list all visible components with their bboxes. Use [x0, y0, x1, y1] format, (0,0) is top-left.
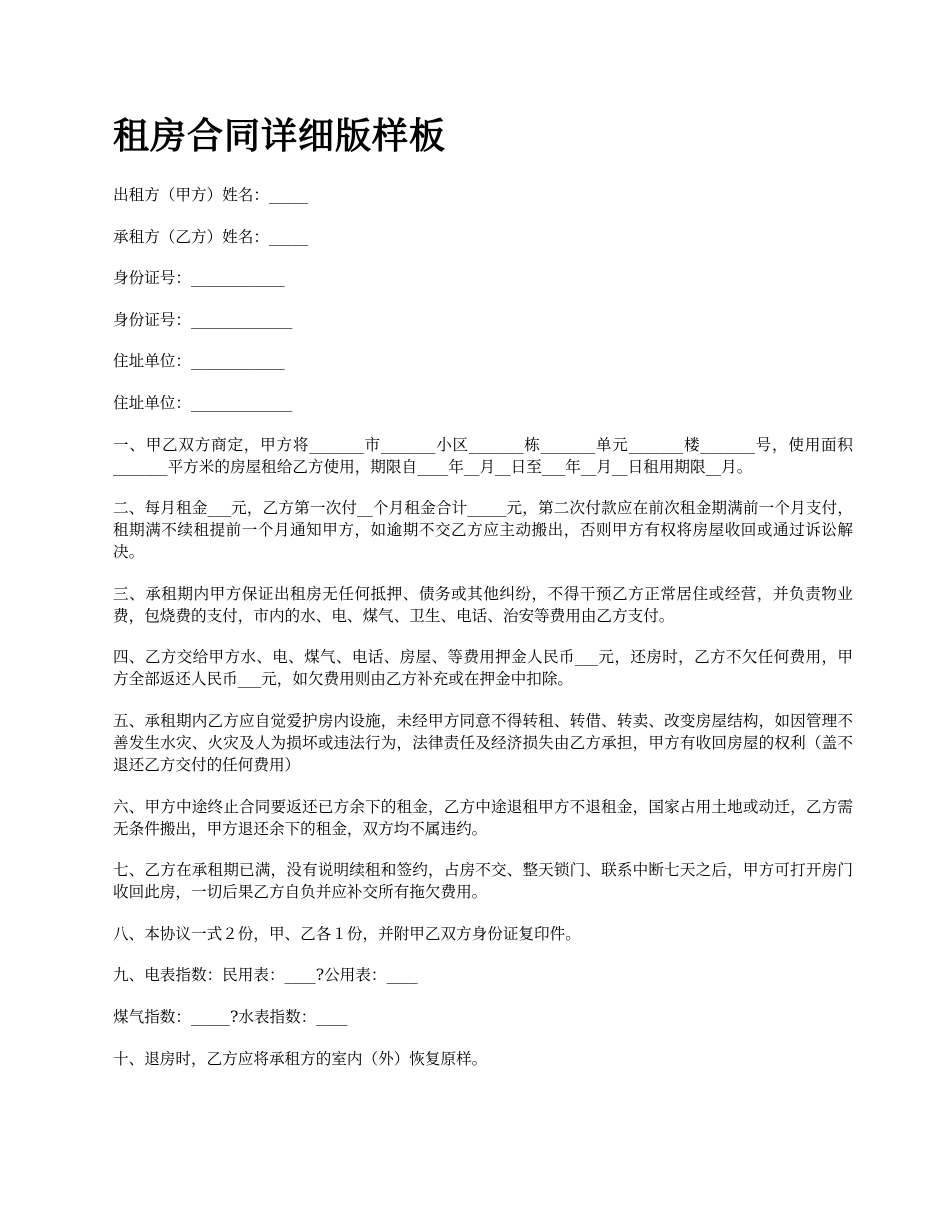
- document-title: 租房合同详细版样板: [113, 116, 447, 157]
- gas-water-readings: 煤气指数：_____?水表指数：____: [113, 1007, 348, 1026]
- address-field-1: 住址单位：____________: [113, 352, 285, 371]
- id-number-field-1: 身份证号：____________: [113, 269, 285, 288]
- clause-2: 二、每月租金___元，乙方第一次付__个月租金合计_____元，第二次付款应在前次租金期满前一个月支付，租期满不续租提前一个月通知甲方，如逾期不交乙方应主动搬出，否则甲方有权将房屋收回或通过诉讼解决。: [113, 499, 853, 562]
- clause-8: 八、本协议一式２份，甲、乙各１份，并附甲乙双方身份证复印件。: [113, 924, 581, 943]
- lessee-name-field: 承租方（乙方）姓名：_____: [113, 227, 308, 246]
- clause-5: 五、承租期内乙方应自觉爱护房内设施，未经甲方同意不得转租、转借、转卖、改变房屋结构，如因管理不善发生水灾、火灾及人为损坏或违法行为，法律责任及经济损失由乙方承担，甲方有收回房屋的权利（盖不退还乙方交付的任何费用）: [113, 711, 853, 774]
- document-page: [113, 112, 853, 1089]
- clause-3: 三、承租期内甲方保证出租房无任何抵押、债务或其他纠纷，不得干预乙方正常居住或经营，并负责物业费，包烧费的支付，市内的水、电、煤气、卫生、电话、治安等费用由乙方支付。: [113, 584, 853, 625]
- id-number-field-2: 身份证号：_____________: [113, 310, 293, 329]
- clause-4: 四、乙方交给甲方水、电、煤气、电话、房屋、等费用押金人民币___元，还房时，乙方不欠任何费用，甲方全部返还人民币___元，如欠费用则由乙方补充或在押金中扣除。: [113, 648, 853, 689]
- clause-10: 十、退房时，乙方应将承租方的室内（外）恢复原样。: [113, 1049, 488, 1068]
- lessor-name-field: 出租方（甲方）姓名：_____: [113, 186, 308, 204]
- clause-1: 一、甲乙双方商定，甲方将_______市_______小区_______栋_______单元_______楼_______号，使用面积_______平方米的房屋租给乙方使用，期限自____年__月__日至___年__月__日租用期限__月。: [113, 435, 853, 476]
- clause-6: 六、甲方中途终止合同要返还已方余下的租金，乙方中途退租甲方不退租金，国家占用土地或动迁，乙方需无条件搬出，甲方退还余下的租金，双方均不属违约。: [113, 797, 853, 838]
- clause-9-meter-readings: 九、电表指数：民用表：____?公用表：____: [113, 966, 418, 985]
- address-field-2: 住址单位：_____________: [113, 393, 293, 412]
- clause-7: 七、乙方在承租期已满，没有说明续租和签约，占房不交、整天锁门、联系中断七天之后，甲方可打开房门收回此房，一切后果乙方自负并应补交所有拖欠费用。: [113, 861, 853, 902]
